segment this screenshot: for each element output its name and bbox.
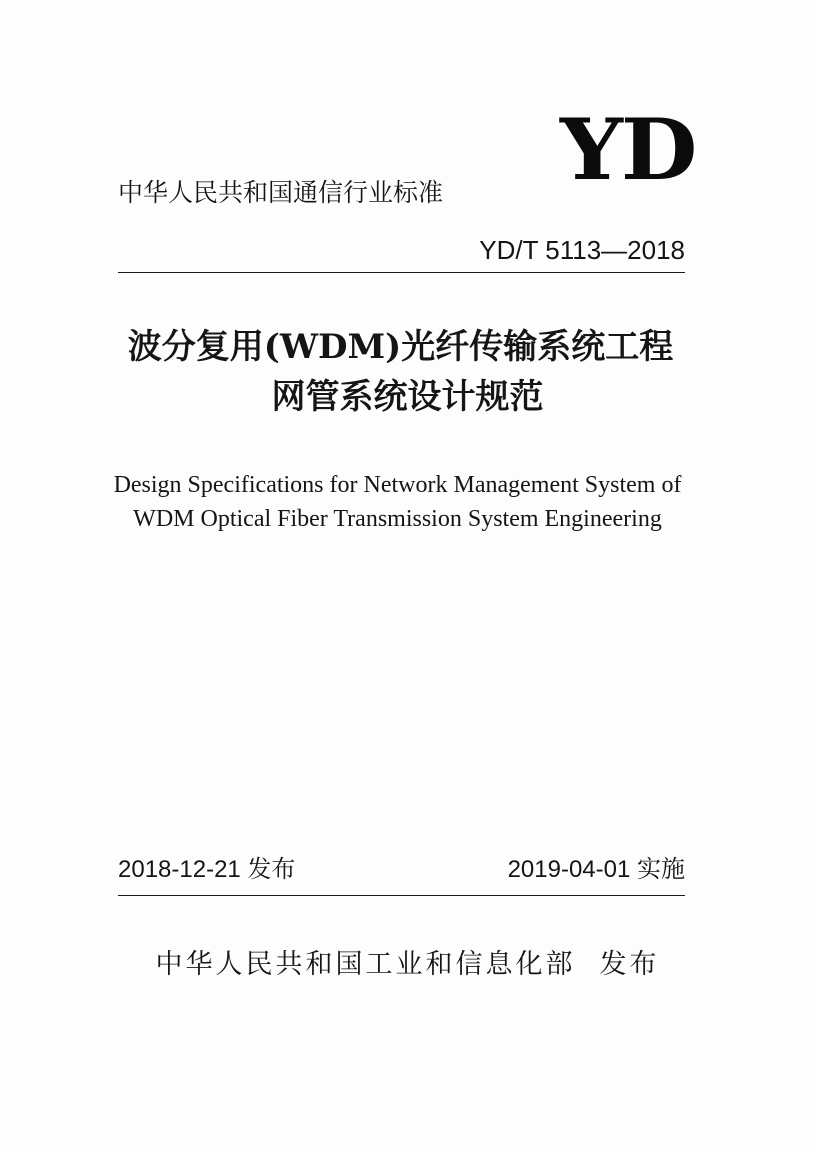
yd-logo: YD (560, 100, 696, 199)
chinese-title-line-2: 网管系统设计规范 (271, 377, 544, 417)
publisher-name: 中华人民共和国工业和信息化部 (155, 949, 576, 980)
standard-number: YD/T 5113—2018 (479, 235, 685, 265)
publisher-line (0, 951, 815, 978)
implementation-date: 2019-04-01 实施 (507, 856, 685, 883)
chinese-title-line-1: 波分复用(WDM)光纤传输系统工程 (127, 327, 674, 367)
english-title-line-2: WDM Optical Fiber Transmission System Engineering (133, 506, 662, 532)
publisher-action: 发布 (599, 949, 660, 980)
publish-date: 2018-12-21 发布 (118, 856, 296, 883)
header-divider (118, 272, 685, 273)
date-divider (118, 895, 685, 896)
english-title-line-1: Design Specifications for Network Management System of (113, 472, 682, 498)
industry-standard-label: 中华人民共和国通信行业标准 (118, 178, 444, 207)
